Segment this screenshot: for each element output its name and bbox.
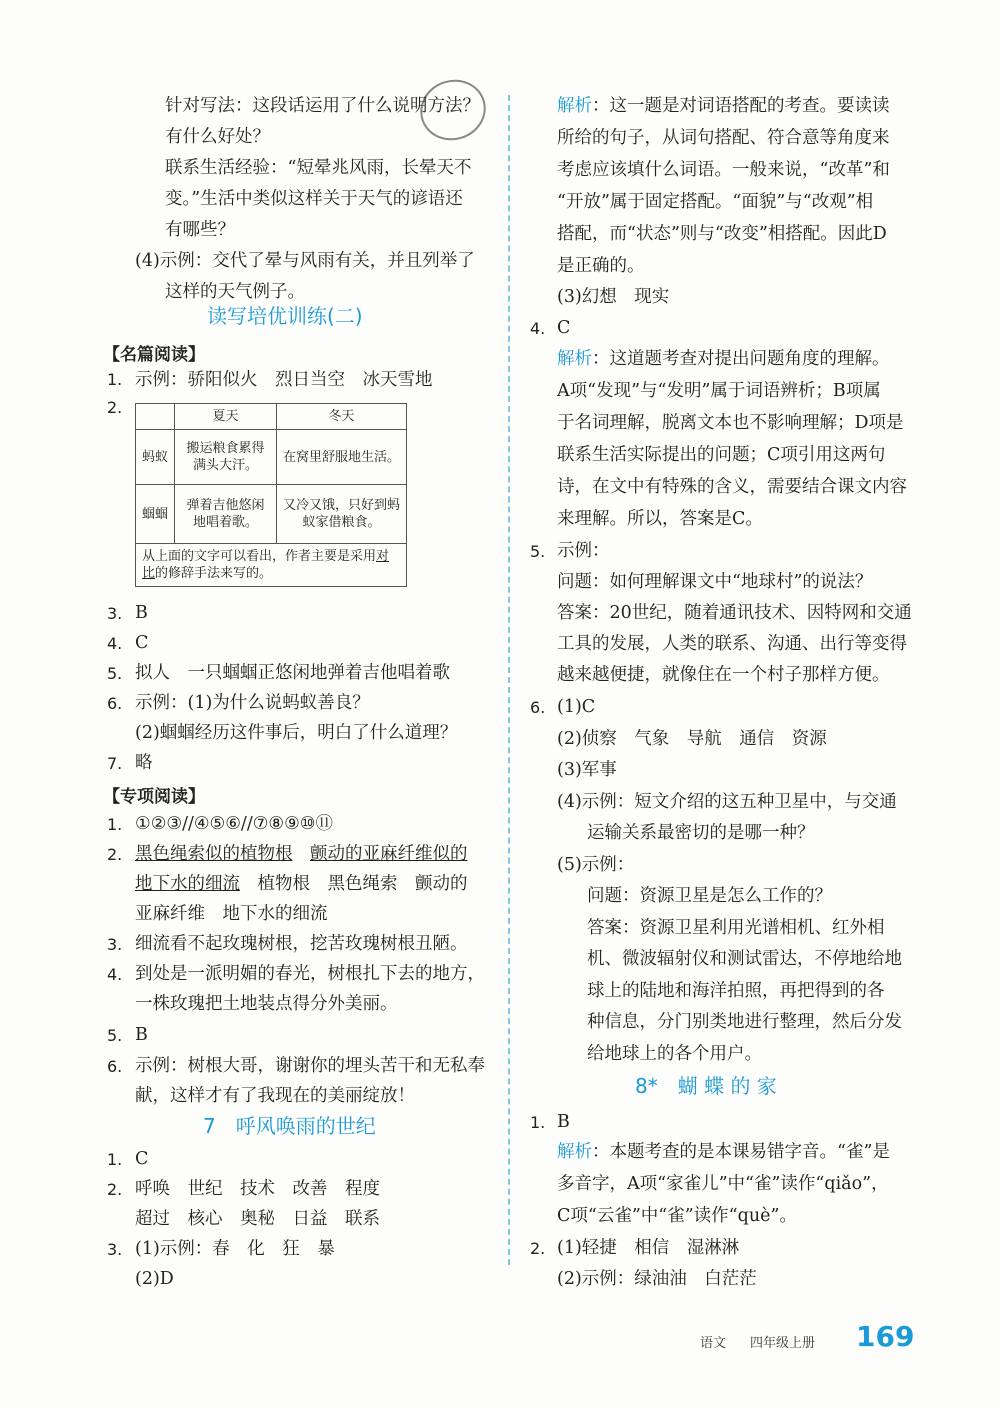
answer-text: 献，这样才有了我现在的美丽绽放！: [135, 1086, 415, 1106]
table-footer: [136, 544, 407, 587]
section-heading: 【名篇阅读】: [103, 345, 205, 365]
table-footer-text: 从上面的文字可以看出，作者主要是采用: [142, 549, 377, 564]
item-number: 2.: [107, 845, 123, 864]
item-number: 1.: [530, 1113, 546, 1132]
item-number: 3.: [107, 1240, 123, 1259]
analysis-text: 来理解。所以，答案是C。: [557, 509, 763, 529]
lesson-title: 8* 蝴 蝶 的 家: [635, 1074, 777, 1098]
table-footer-text: 的修辞手法来写的。: [155, 566, 273, 581]
answer-text: C: [135, 1149, 149, 1169]
analysis-text: 是正确的。: [557, 256, 645, 276]
item-number: 6.: [107, 694, 123, 713]
answer-text: 种信息，分门别类地进行整理，然后分发: [587, 1012, 902, 1032]
table-row-label: 蝈蝈: [136, 485, 175, 544]
item-number: 2.: [107, 1180, 123, 1199]
underlined-text: 黑色绳索似的植物根: [135, 844, 293, 864]
answer-text: 示例：骄阳似火 烈日当空 冰天雪地: [135, 370, 433, 390]
footer-grade: 四年级上册: [750, 1336, 816, 1351]
table-cell: 又冷又饿，只好到蚂蚁家借粮食。: [277, 485, 407, 544]
item-number: 4.: [530, 319, 546, 338]
answer-text: (2)蝈蝈经历这件事后，明白了什么道理？: [135, 723, 458, 743]
text-line: 有什么好处？: [165, 127, 270, 147]
answer-text: 细流看不起玫瑰树根，挖苦玫瑰树根丑陋。: [135, 934, 468, 954]
answer-text: ①②③//④⑤⑥//⑦⑧⑨⑩⑪: [135, 814, 333, 834]
analysis-text: [557, 347, 890, 371]
analysis-text: 诗，在文中有特殊的含义，需要结合课文内容: [557, 477, 907, 497]
text-fragment: ：这道题考查对提出问题角度的理解。: [592, 349, 890, 369]
answer-text: 亚麻纤维 地下水的细流: [135, 904, 328, 924]
lesson-title: 7 呼风唤雨的世纪: [203, 1114, 376, 1138]
answer-text: (3)军事: [557, 760, 617, 780]
item-number: 3.: [107, 604, 123, 623]
text-fragment: 植物根 黑色绳索 颤动的: [240, 874, 468, 894]
answer-table: [135, 403, 407, 587]
answer-text: 一株玫瑰把土地装点得分外美丽。: [135, 994, 398, 1014]
text-line: 针对写法：这段话运用了什么说明方法？: [165, 96, 480, 116]
answer-text: (3)幻想 现实: [557, 287, 670, 307]
item-number: 6.: [530, 698, 546, 717]
item-number: 1.: [107, 370, 123, 389]
item-number: 5.: [107, 664, 123, 683]
underlined-text: 地下水的细流: [135, 874, 240, 894]
answer-text: 问题：如何理解课文中“地球村”的说法？: [557, 572, 873, 592]
text-line: 变。”生活中类似这样关于天气的谚语还: [165, 189, 463, 209]
answer-text: C: [135, 633, 149, 653]
answer-text: 拟人 一只蝈蝈正悠闲地弹着吉他唱着歌: [135, 663, 450, 683]
answer-text: B: [135, 1025, 148, 1045]
text-line: (4)示例：交代了晕与风雨有关，并且列举了: [135, 251, 475, 271]
analysis-label: 解析: [557, 349, 592, 369]
text-fragment: ：本题考查的是本课易错字音。“雀”是: [592, 1142, 890, 1162]
item-number: 4.: [107, 634, 123, 653]
table-header: 冬天: [277, 404, 407, 430]
answer-text: 机、微波辐射仪和测试雷达，不停地给地: [587, 949, 902, 969]
answer-text: 工具的发展，人类的联系、沟通、出行等变得: [557, 634, 907, 654]
answer-text: (2)侦察 气象 导航 通信 资源: [557, 729, 827, 749]
item-number: 2.: [107, 398, 123, 417]
analysis-text: [557, 94, 890, 118]
section-heading: 【专项阅读】: [103, 787, 205, 807]
answer-text: (1)示例：春 化 狂 暴: [135, 1239, 335, 1259]
page-number: 169: [856, 1320, 915, 1353]
item-number: 5.: [107, 1026, 123, 1045]
table-footer-underline: 对比: [142, 549, 390, 581]
answer-text: 呼唤 世纪 技术 改善 程度: [135, 1179, 380, 1199]
text-line: 联系生活经验：“短晕兆风雨，长晕天不: [165, 158, 472, 178]
analysis-text: C项“云雀”中“雀”读作“què”。: [557, 1206, 797, 1226]
table-cell: 在窝里舒服地生活。: [277, 430, 407, 485]
answer-text: (1)轻捷 相信 湿淋淋: [557, 1238, 740, 1258]
answer-text: 示例：树根大哥，谢谢你的埋头苦干和无私奉: [135, 1056, 485, 1076]
answer-text: B: [135, 603, 148, 623]
answer-text: 运输关系最密切的是哪一种？: [587, 823, 815, 843]
table-cell: 弹着吉他悠闲地唱着歌。: [175, 485, 277, 544]
answer-text: (2)D: [135, 1269, 174, 1289]
answer-text: 球上的陆地和海洋拍照，再把得到的各: [587, 981, 885, 1001]
answer-text: C: [557, 318, 571, 338]
table-row-label: 蚂蚁: [136, 430, 175, 485]
analysis-label: 解析: [557, 1142, 592, 1162]
answer-text: 超过 核心 奥秘 日益 联系: [135, 1209, 380, 1229]
text-fragment: ：这一题是对词语搭配的考查。要读读: [592, 96, 890, 116]
answer-text: 略: [135, 753, 153, 773]
text-line: 这样的天气例子。: [165, 282, 305, 302]
answer-text: [135, 872, 468, 896]
item-number: 1.: [107, 815, 123, 834]
analysis-text: 于名词理解，脱离文本也不影响理解；D项是: [557, 413, 904, 433]
column-divider: [508, 95, 510, 1265]
item-number: 1.: [107, 1150, 123, 1169]
table-cell: 搬运粮食累得满头大汗。: [175, 430, 277, 485]
answer-text: 示例：(1)为什么说蚂蚁善良？: [135, 693, 370, 713]
analysis-text: 考虑应该填什么词语。一般来说，“改革”和: [557, 160, 890, 180]
analysis-text: 搭配，而“状态”则与“改变”相搭配。因此D: [557, 224, 887, 244]
analysis-text: [557, 1140, 890, 1164]
item-number: 6.: [107, 1057, 123, 1076]
underlined-text: 颤动的亚麻纤维似的: [310, 844, 468, 864]
analysis-text: 联系生活实际提出的问题；C项引用这两句: [557, 445, 886, 465]
table-header: 夏天: [175, 404, 277, 430]
answer-text: 给地球上的各个用户。: [587, 1044, 762, 1064]
analysis-text: “开放”属于固定搭配。“面貌”与“改观”相: [557, 192, 874, 212]
item-number: 7.: [107, 754, 123, 773]
item-number: 4.: [107, 965, 123, 984]
section-title: 读写培优训练(二): [207, 304, 363, 328]
answer-text: 问题：资源卫星是怎么工作的？: [587, 886, 832, 906]
answer-text: [135, 842, 468, 866]
item-number: 5.: [530, 542, 546, 561]
text-line: 有哪些？: [165, 220, 235, 240]
answer-text: 示例：: [557, 541, 610, 561]
answer-text: 越来越便捷，就像住在一个村子那样方便。: [557, 665, 890, 685]
analysis-text: 所给的句子，从词句搭配、符合意等角度来: [557, 128, 890, 148]
answer-text: (5)示例：: [557, 855, 635, 875]
answer-text: (4)示例：短文介绍的这五种卫星中，与交通: [557, 792, 897, 812]
answer-text: B: [557, 1112, 570, 1132]
item-number: 2.: [530, 1239, 546, 1258]
footer-subject: 语文: [700, 1336, 727, 1351]
answer-text: (1)C: [557, 697, 596, 717]
analysis-label: 解析: [557, 96, 592, 116]
answer-text: 答案：资源卫星利用光谱相机、红外相: [587, 918, 885, 938]
answer-text: (2)示例：绿油油 白茫茫: [557, 1269, 757, 1289]
analysis-text: A项“发现”与“发明”属于词语辨析；B项属: [557, 381, 881, 401]
analysis-text: 多音字，A项“家雀儿”中“雀”读作“qiǎo”，: [557, 1174, 889, 1194]
item-number: 3.: [107, 935, 123, 954]
answer-text: 答案：20世纪，随着通讯技术、因特网和交通: [557, 603, 912, 623]
answer-text: 到处是一派明媚的春光，树根扎下去的地方，: [135, 964, 485, 984]
